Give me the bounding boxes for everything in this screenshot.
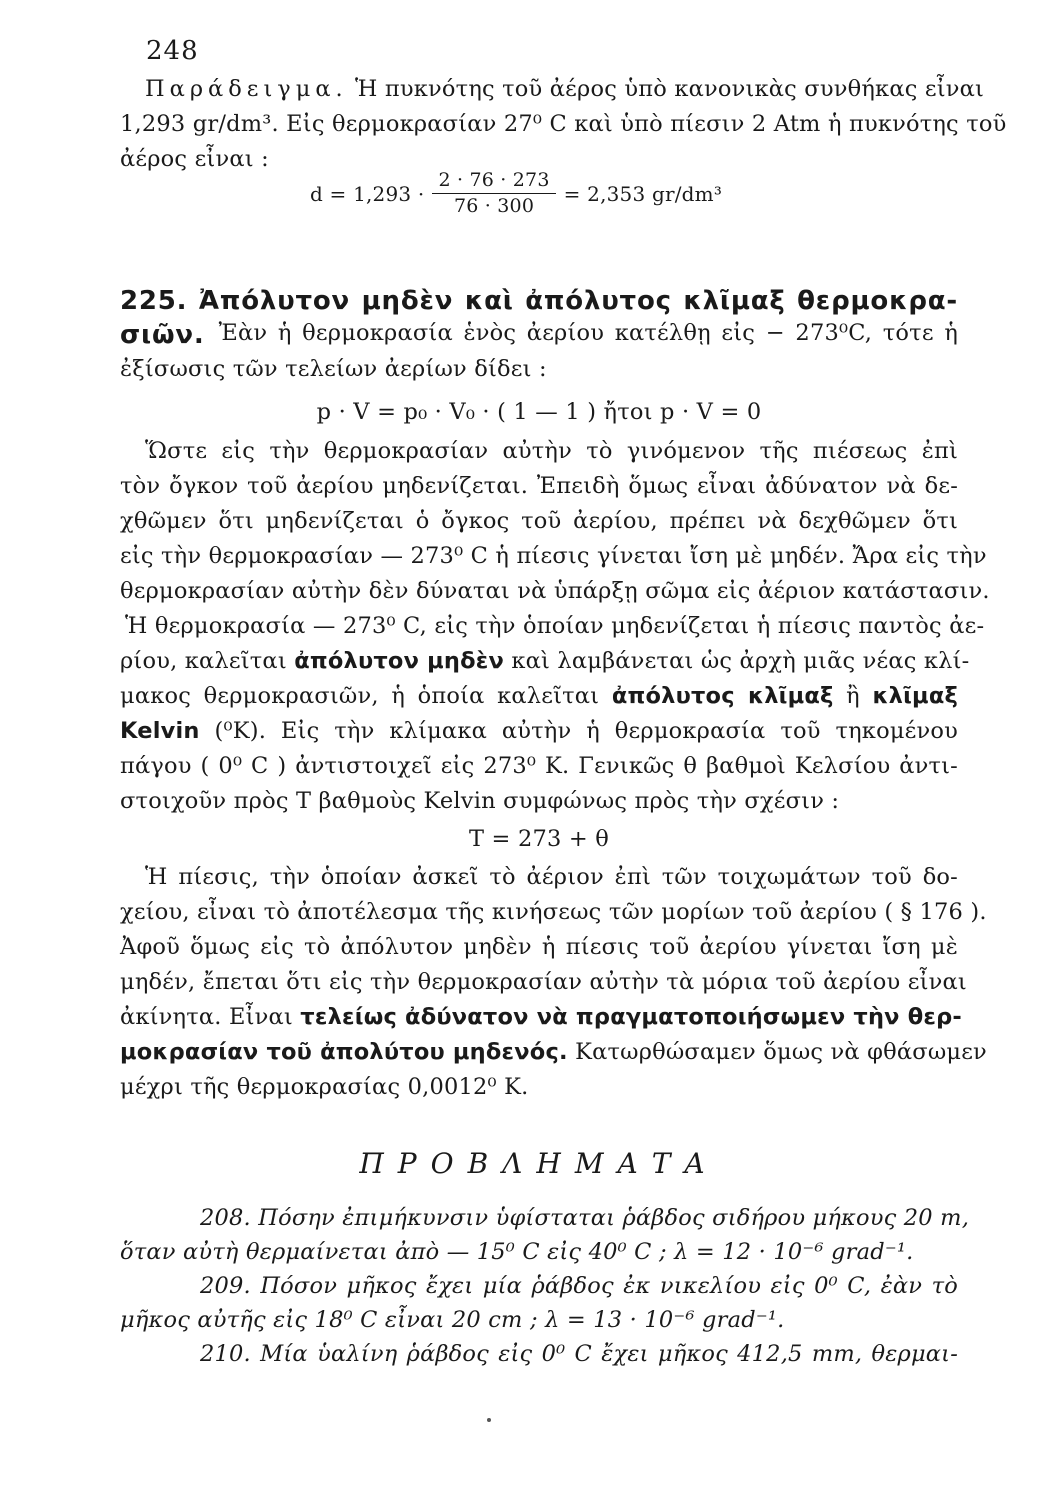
para1-line-9-b: (⁰K). Εἰς τὴν κλίμακα αὐτὴν ἡ θερμοκρασία τοῦ τηκομένου <box>214 718 958 744</box>
formula-numerator: 2 · 76 · 273 <box>432 171 555 194</box>
para2-line-5-a: ἀκίνητα. Εἶναι <box>120 1004 293 1030</box>
para1-line-11: στοιχοῦν πρὸς T βαθμοὺς Kelvin συμφώνως πρὸς τὴν σχέσιν : <box>120 788 840 814</box>
para1-line-7-a: ρίου, καλεῖται <box>120 648 287 674</box>
problem-209-line-1: 209. Πόσον μῆκος ἔχει μία ῥάβδος ἐκ νικελίου εἰς 0⁰ C, ἐὰν τὸ <box>200 1273 958 1299</box>
para1-line-1: Ὥστε εἰς τὴν θερμοκρασίαν αὐτὴν τὸ γινόμενον τῆς πιέσεως ἐπὶ <box>145 438 958 464</box>
para1-line-9 <box>120 720 958 743</box>
formula-denominator: 76 · 300 <box>453 195 535 217</box>
para1-line-7 <box>120 648 970 674</box>
para2-line-5 <box>120 1004 962 1030</box>
para1-line-7-c: καὶ λαμβάνεται ὡς ἀρχὴ μιᾶς νέας κλί- <box>511 648 970 674</box>
term-absolute-scale: ἀπόλυτος κλῖμαξ <box>611 683 834 709</box>
example-line-2: 1,293 gr/dm³. Εἰς θερμοκρασίαν 27⁰ C καὶ ὑπὸ πίεσιν 2 Atm ἡ πυκνότης τοῦ <box>120 111 1007 137</box>
para2-line-2: χείου, εἶναι τὸ ἀποτέλεσμα τῆς κινήσεως τῶν μορίων τοῦ ἀερίου ( § 176 ). <box>120 899 987 925</box>
para2-line-6-b: Κατωρθώσαμεν ὅμως νὰ φθάσωμεν <box>575 1039 987 1065</box>
problem-208-line-1: 208. Πόσην ἐπιμήκυνσιν ὑφίσταται ῥάβδος σιδήρου μήκους 20 m, <box>200 1205 970 1231</box>
term-kelvin: Kelvin <box>120 718 200 744</box>
equation-pv: p · V = p₀ · V₀ · ( 1 — 1 ) ἤτοι p · V = 0 <box>316 399 762 425</box>
term-scale: κλῖμαξ <box>872 683 958 709</box>
section-title-line-1: Ἀπόλυτον μηδὲν καὶ ἀπόλυτος κλῖμαξ θερμοκρα- <box>198 286 959 316</box>
problem-208-line-2: ὅταν αὐτὴ θερμαίνεται ἀπὸ — 15⁰ C εἰς 40⁰ C ; λ = 12 · 10⁻⁶ grad⁻¹. <box>120 1239 914 1265</box>
para2-line-1: Ἡ πίεσις, τὴν ὁποίαν ἀσκεῖ τὸ ἀέριον ἐπὶ τῶν τοιχωμάτων τοῦ δο- <box>145 864 958 890</box>
example-label: Παράδειγμα. <box>145 76 348 102</box>
problems-title: ΠΡΟΒΛΗΜΑΤΑ <box>359 1147 719 1180</box>
para1-line-4: εἰς τὴν θερμοκρασίαν — 273⁰ C ἡ πίεσις γίνεται ἴση μὲ μηδέν. Ἄρα εἰς τὴν <box>120 543 987 569</box>
para2-bold-absolute-zero: μοκρασίαν τοῦ ἀπολύτου μηδενός. <box>120 1039 568 1065</box>
section-intro-line-1: Ἐὰν ἡ θερμοκρασία ἑνὸς ἀερίου κατέλθῃ εἰς − 273⁰C, τότε ἡ <box>218 320 958 346</box>
formula-fraction <box>432 171 555 216</box>
para2-line-6 <box>120 1039 987 1065</box>
para2-line-4: μηδέν, ἔπεται ὅτι εἰς τὴν θερμοκρασίαν αὐτὴν τὰ μόρια τοῦ ἀερίου εἶναι <box>120 969 967 995</box>
para1-line-6: Ἡ θερμοκρασία — 273⁰ C, εἰς τὴν ὁποίαν μηδενίζεται ἡ πίεσις παντὸς ἀε- <box>125 613 985 639</box>
formula-rhs: = 2,353 gr/dm³ <box>563 181 723 206</box>
para2-line-3: Ἀφοῦ ὅμως εἰς τὸ ἀπόλυτον μηδὲν ἡ πίεσις τοῦ ἀερίου γίνεται ἴση μὲ <box>120 934 958 960</box>
term-absolute-zero: ἀπόλυτον μηδὲν <box>294 648 505 674</box>
section-intro-line-2: ἐξίσωσις τῶν τελείων ἀερίων δίδει : <box>120 356 547 382</box>
page-number: 248 <box>146 36 199 66</box>
formula-lhs: d = 1,293 · <box>310 181 425 206</box>
example-line-3: ἀέρος εἶναι : <box>120 146 269 172</box>
printing-mark <box>487 1418 491 1422</box>
para1-line-8-a: μακος θερμοκρασιῶν, ἡ ὁποία καλεῖται <box>120 683 600 709</box>
section-number: 225. <box>120 286 188 316</box>
section-title-line-2: σιῶν. <box>120 320 205 350</box>
density-formula <box>310 171 722 216</box>
para2-bold-impossible: τελείως ἀδύνατον νὰ πραγματοποιήσωμεν τὴν θερ- <box>300 1004 962 1030</box>
para1-line-2: τὸν ὄγκον τοῦ ἀερίου μηδενίζεται. Ἐπειδὴ ὅμως εἶναι ἀδύνατον νὰ δε- <box>120 473 958 499</box>
para1-line-5: θερμοκρασίαν αὐτὴν δὲν δύναται νὰ ὑπάρξῃ σῶμα εἰς ἀέριον κατάστασιν. <box>120 578 990 604</box>
para1-line-3: χθῶμεν ὅτι μηδενίζεται ὁ ὄγκος τοῦ ἀερίου, πρέπει νὰ δεχθῶμεν ὅτι <box>120 508 958 534</box>
para1-line-8 <box>120 685 958 708</box>
problem-210-line-1: 210. Μία ὑαλίνη ῥάβδος εἰς 0⁰ C ἔχει μῆκος 412,5 mm, θερμαι- <box>200 1341 958 1367</box>
problem-209-line-2: μῆκος αὐτῆς εἰς 18⁰ C εἶναι 20 cm ; λ = 13 · 10⁻⁶ grad⁻¹. <box>120 1307 785 1333</box>
para1-line-8-c: ἢ <box>846 683 860 709</box>
equation-kelvin: T = 273 + θ <box>468 826 609 852</box>
para1-line-10: πάγου ( 0⁰ C ) ἀντιστοιχεῖ εἰς 273⁰ K. Γενικῶς θ βαθμοὶ Κελσίου ἀντι- <box>120 753 958 779</box>
example-line-1: Ἡ πυκνότης τοῦ ἀέρος ὑπὸ κανονικὰς συνθήκας εἶναι <box>355 76 985 102</box>
para2-line-7: μέχρι τῆς θερμοκρασίας 0,0012⁰ K. <box>120 1074 529 1100</box>
